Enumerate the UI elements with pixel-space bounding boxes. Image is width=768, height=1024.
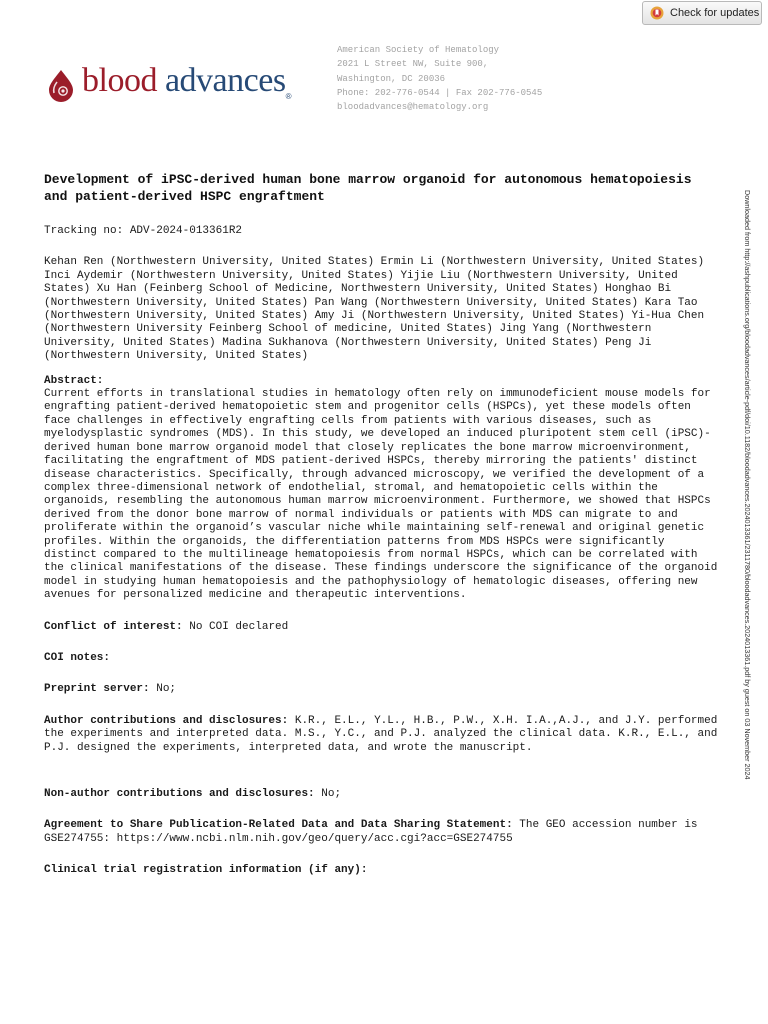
- clinical-trial-label: Clinical trial registration information (if any):: [44, 864, 368, 877]
- conflict-value: No COI declared: [182, 620, 289, 633]
- data-sharing-value: The GEO accession number is GSE274755: https://www.ncbi.nlm.nih.gov/geo/query/acc.cgi?acc=GSE274755: [44, 819, 698, 845]
- author-list: Kehan Ren (Northwestern University, United States) Ermin Li (Northwestern University, United States) Inci Aydemir (Northwestern University, United States) Yijie Liu (Northwestern University, United States) Xu Han (Feinberg School of Medicine, Northwestern University, United States) Honghao Bi (Northwestern University, United States) Pan Wang (Northwestern University, United States) Kara Tao (Northwestern University, United States) Amy Ji (Northwestern University, United States) Yi-Hua Chen (Northwestern University Feinberg School of medicine, United States) Jing Yang (Northwestern University, United States) Madina Sukhanova (Northwestern University, United States) Peng Ji (Northwestern University, United States): [44, 256, 705, 363]
- publisher-address: [337, 43, 542, 114]
- conflict-label: Conflict of interest:: [44, 620, 183, 633]
- conflict-of-interest: [44, 621, 720, 634]
- registered-mark: ®: [285, 92, 291, 101]
- download-watermark-text: Downloaded from http://ashpublications.org/bloodadvances/article-pdf/doi/10.1182/bloodadvances.2024013361/2311780/bloodadvances.2024013361.pdf by guest on 03 November 2024: [743, 190, 752, 780]
- journal-logo: [46, 62, 291, 108]
- coi-notes: [44, 652, 720, 665]
- address-line: Phone: 202-776-0544 | Fax 202-776-0545: [337, 87, 543, 98]
- journal-wordmark: [82, 62, 291, 108]
- clinical-trial-registration: [44, 864, 720, 877]
- abstract-text: Current efforts in translational studies in hematology often rely on immunodeficient mouse models for engrafting patient-derived hematopoietic stem and progenitor cells (HSPCs), yet these models often face challenges in effectively engrafting cells from patients with various diseases, such as myelodysplastic syndromes (MDS). In this study, we developed an induced pluripotent stem cell (iPSC)-derived human bone marrow organoid model that closely replicates the bone marrow microenvironment, facilitating the engraftment of MDS patient-derived HSPCs, thereby mirroring the patients' distinct disease characteristics. Specifically, through advanced microscopy, we verified the development of a complex three-dimensional network of endothelial, stromal, and hematopoietic cells within the organoids, resembling the autonomous human marrow microenvironment. Furthermore, we showed that HSPCs derived from the donor bone marrow of normal individuals or patients with MDS can migrate to and proliferate within the organoid’s vascular niche while maintaining self-renewal and original genetic profiles. Within the organoids, the differentiation patterns from MDS HSPCs were significantly distinct compared to the multilineage hematopoiesis from normal HSPCs, which can be correlated with the clinical manifestations of the disease. These findings underscore the significance of the organoid model in studying human hematopoiesis and the pathophysiology of hematologic diseases, offering new avenues for personalized medicine and therapeutic interventions.: [44, 388, 718, 602]
- data-sharing-label: Agreement to Share Publication-Related Data and Data Sharing Statement:: [44, 819, 513, 832]
- wordmark-blood: blood: [82, 62, 157, 99]
- wordmark-advances: advances: [156, 62, 286, 99]
- check-for-updates-button[interactable]: [642, 1, 762, 25]
- download-watermark: [742, 190, 752, 830]
- non-author-value: No;: [314, 788, 342, 800]
- author-contributions: [44, 715, 720, 755]
- contributions-label: Author contributions and disclosures:: [44, 714, 289, 727]
- check-updates-icon: [650, 6, 664, 20]
- check-updates-label: Check for updates: [670, 7, 760, 19]
- non-author-label: Non-author contributions and disclosures:: [44, 788, 315, 800]
- contributions-value: K.R., E.L., Y.L., H.B., P.W., X.H. I.A.,A.J., and J.Y. performed the experiments and interpreted data. M.S., Y.C., and P.J. analyzed the clinical data. K.R., E.L., and P.J. designed the experiments, interpreted data, and wrote the manuscript.: [44, 714, 718, 754]
- tracking-number: Tracking no: ADV-2024-013361R2: [44, 225, 243, 237]
- manuscript-body: [44, 172, 720, 878]
- data-sharing-statement: [44, 819, 720, 846]
- address-line: 2021 L Street NW, Suite 900,: [337, 59, 489, 70]
- preprint-label: Preprint server:: [44, 683, 150, 696]
- abstract-heading: Abstract:: [44, 374, 104, 387]
- preprint-value: No;: [149, 683, 177, 696]
- address-line: Washington, DC 20036: [337, 73, 446, 84]
- blood-drop-logo-icon: [46, 68, 76, 102]
- paper-title: Development of iPSC-derived human bone marrow organoid for autonomous hematopoiesis and patient-derived HSPC engraftment: [44, 172, 692, 204]
- non-author-contributions: [44, 788, 720, 801]
- address-email: bloodadvances@hematology.org: [337, 102, 489, 113]
- coi-notes-label: COI notes:: [44, 651, 111, 664]
- preprint-server: [44, 683, 720, 696]
- address-line: American Society of Hematology: [337, 45, 500, 55]
